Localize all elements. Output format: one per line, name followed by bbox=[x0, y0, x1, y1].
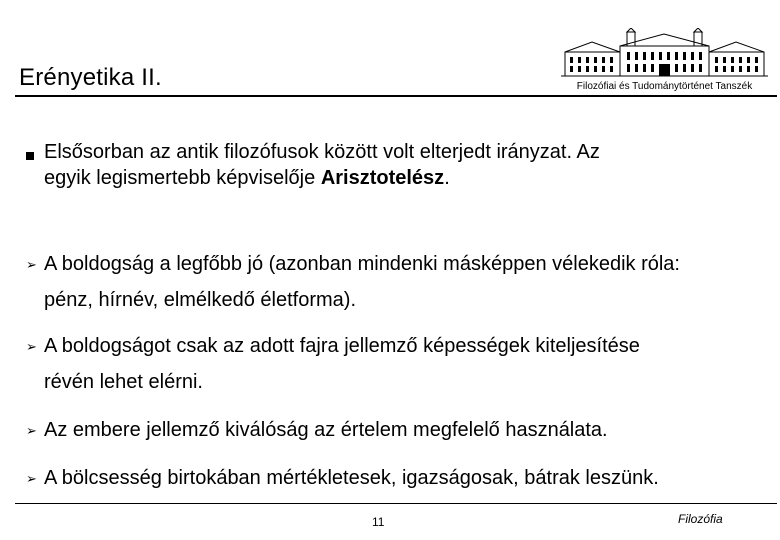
square-bullet-icon bbox=[26, 152, 34, 160]
bullet-4-line-1: Az embere jellemző kiválóság az értelem megfelelő használata. bbox=[44, 419, 608, 441]
bullet-2-line-1: A boldogság a legfőbb jó (azonban mindenki másképpen vélekedik róla: bbox=[44, 253, 680, 275]
logo-caption: Filozófiai és Tudománytörténet Tanszék bbox=[576, 81, 753, 92]
building-icon bbox=[557, 28, 772, 80]
footer-divider bbox=[15, 503, 777, 504]
arrow-bullet-icon: ➢ bbox=[26, 423, 37, 438]
bullet-1-line-2: egyik legismertebb képviselője Arisztotelész. bbox=[44, 167, 450, 189]
bullet-1-line-1: Elsősorban az antik filozófusok között volt elterjedt irányzat. Az bbox=[44, 141, 600, 163]
slide-title: Erényetika II. bbox=[19, 64, 162, 91]
footer-label: Filozófia bbox=[678, 512, 723, 526]
university-logo bbox=[557, 28, 772, 98]
arrow-bullet-icon: ➢ bbox=[26, 339, 37, 354]
arrow-bullet-icon: ➢ bbox=[26, 257, 37, 272]
highlight-name: Arisztotelész bbox=[320, 167, 445, 189]
arrow-bullet-icon: ➢ bbox=[26, 471, 37, 486]
bullet-3-line-1: A boldogságot csak az adott fajra jellemző képességek kiteljesítése bbox=[44, 335, 640, 357]
bullet-3-line-2: révén lehet elérni. bbox=[44, 371, 203, 393]
bullet-5-line-1: A bölcsesség birtokában mértékletesek, igazságosak, bátrak leszünk. bbox=[44, 467, 659, 489]
bullet-2-line-2: pénz, hírnév, elmélkedő életforma). bbox=[44, 289, 357, 311]
page-number: 11 bbox=[372, 515, 385, 529]
header-divider bbox=[15, 95, 777, 97]
